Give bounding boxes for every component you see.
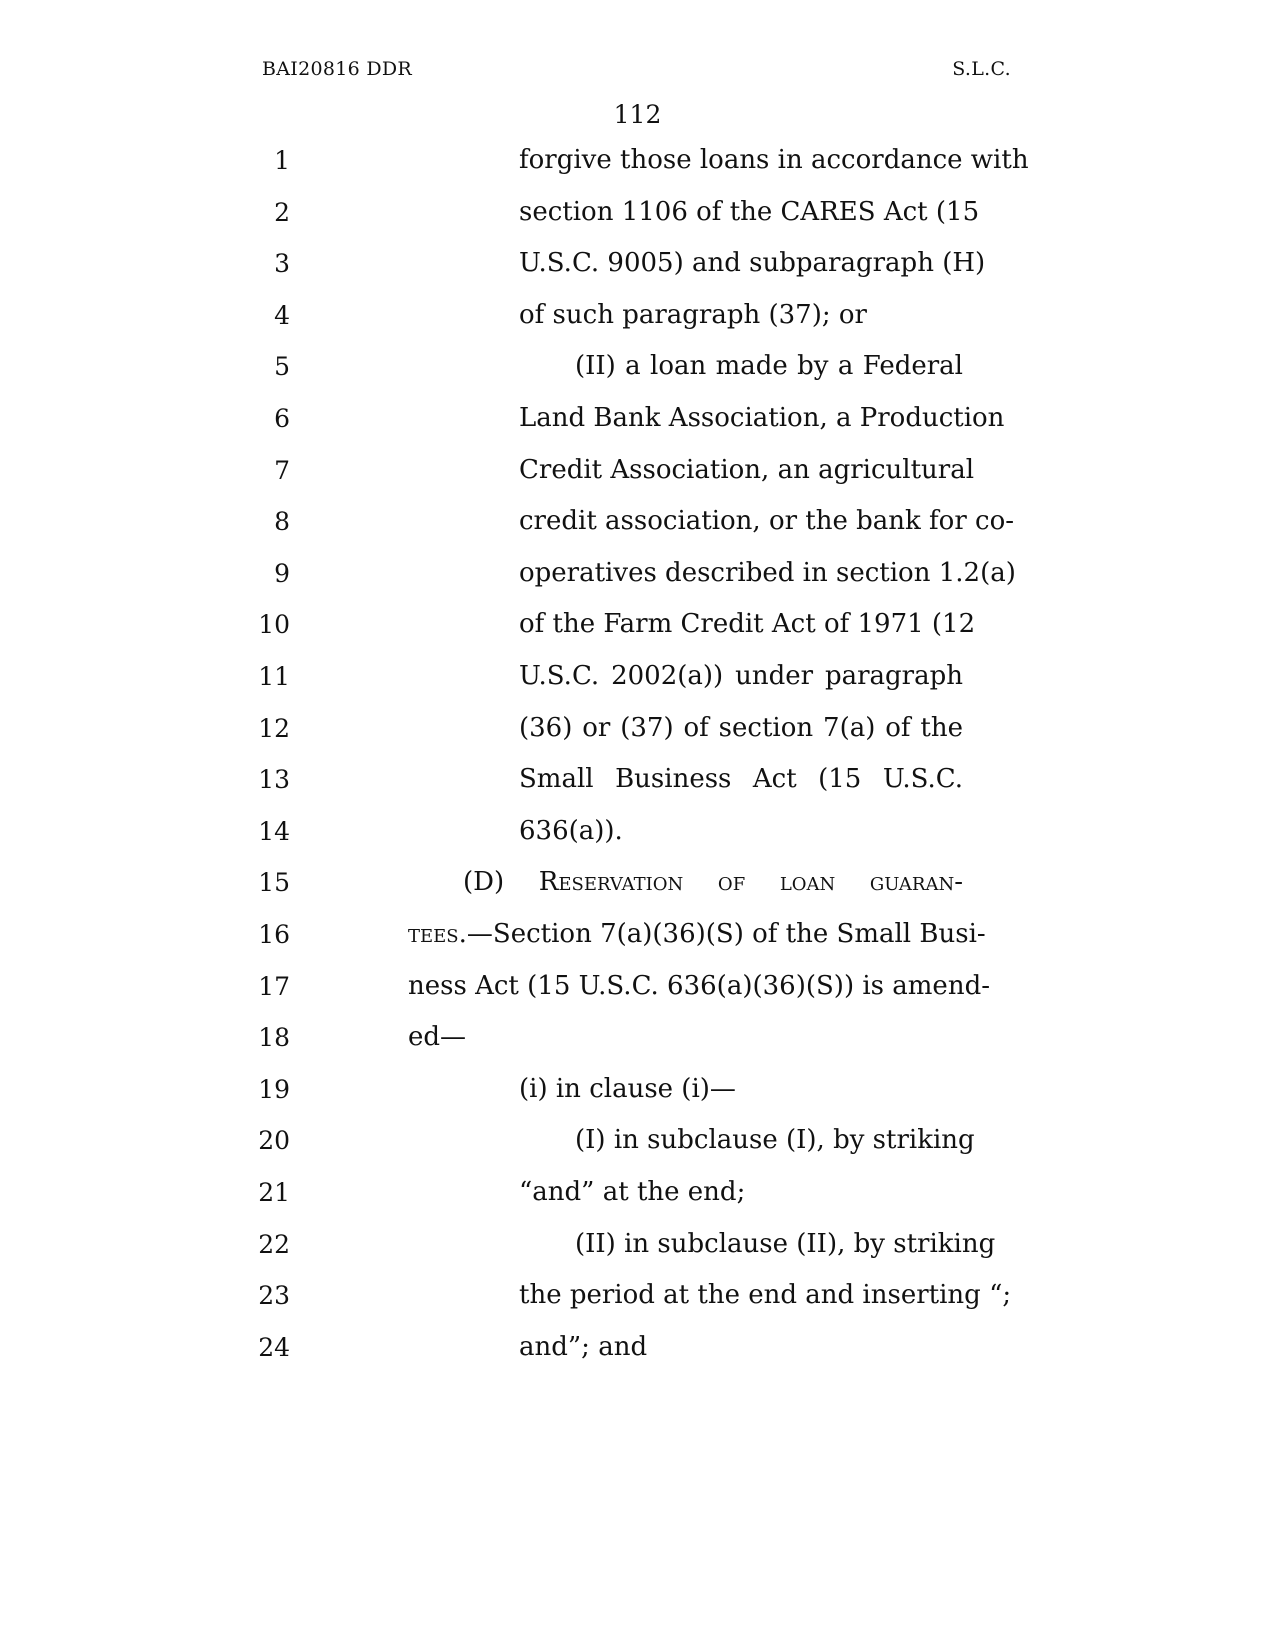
line-number: 3: [274, 249, 290, 279]
section-heading: Reservation of loan guaran-: [538, 867, 963, 898]
line-number: 11: [258, 662, 290, 691]
text-line: [519, 300, 963, 330]
line-content: the period at the end and inserting “;: [519, 1280, 1012, 1311]
line-number: 2: [274, 197, 290, 227]
line-content: —Section 7(a)(36)(S) of the Small Busi-: [466, 919, 986, 949]
text-line: [575, 1125, 975, 1156]
line-number: 6: [274, 404, 290, 433]
line-number: 7: [274, 455, 290, 485]
line-content: of the Farm Credit Act of 1971 (12: [519, 609, 976, 640]
office-code: S.L.C.: [952, 58, 1011, 80]
text-line: [408, 919, 986, 949]
line-content: U.S.C. 9005) and subparagraph (H): [519, 248, 986, 279]
text-line: [519, 196, 980, 227]
document-id: BAI20816 DDR: [262, 58, 413, 80]
text-line: [519, 1074, 963, 1104]
text-line: [575, 351, 963, 381]
line-content: forgive those loans in accordance with: [519, 145, 1029, 175]
text-line: [519, 248, 986, 279]
line-content: and”; and: [519, 1331, 648, 1362]
line-number: 20: [258, 1126, 290, 1156]
text-line: [408, 970, 990, 1001]
text-line: [519, 1280, 1012, 1311]
line-number: 21: [258, 1178, 290, 1207]
section-heading: tees.: [408, 919, 467, 949]
line-number: 8: [274, 507, 290, 537]
line-content: (i) in clause (i)—: [519, 1073, 736, 1104]
line-number: 1: [274, 146, 290, 175]
text-line: [519, 454, 975, 485]
text-line: [519, 506, 1015, 537]
line-content: (I) in subclause (I), by striking: [575, 1125, 975, 1156]
subparagraph-designator: (D): [463, 867, 539, 898]
line-number: 9: [274, 558, 290, 588]
line-content: (II) a loan made by a Federal: [575, 351, 963, 382]
line-number: 14: [258, 816, 290, 846]
line-number: 12: [258, 713, 290, 743]
line-number: 13: [258, 765, 290, 795]
line-number: 4: [274, 300, 290, 330]
line-content: ness Act (15 U.S.C. 636(a)(36)(S)) is amend-: [408, 970, 990, 1001]
text-line: [519, 1332, 963, 1362]
text-line: [463, 867, 963, 897]
line-number: 5: [274, 352, 290, 382]
line-number: 16: [258, 920, 290, 949]
line-content: operatives described in section 1.2(a): [519, 557, 1016, 588]
text-line: [408, 1022, 963, 1052]
text-line: [519, 609, 976, 640]
line-number: 22: [258, 1229, 290, 1259]
line-content: ed—: [408, 1022, 467, 1053]
line-content: 636(a)).: [519, 815, 623, 846]
text-line: [519, 764, 963, 794]
line-content: section 1106 of the CARES Act (15: [519, 196, 980, 227]
line-content: (II) in subclause (II), by striking: [575, 1228, 996, 1259]
line-number: 19: [258, 1074, 290, 1104]
line-number: 17: [258, 971, 290, 1001]
text-line: [519, 403, 1005, 433]
line-content: Land Bank Association, a Production: [519, 403, 1005, 433]
line-content: U.S.C. 2002(a)) under paragraph: [519, 661, 963, 691]
text-line: [519, 713, 963, 743]
text-line: [519, 1177, 963, 1207]
text-line: [519, 557, 1016, 588]
text-line: [575, 1228, 996, 1259]
text-line: [519, 661, 963, 691]
line-content: Credit Association, an agricultural: [519, 454, 975, 485]
line-content: (36) or (37) of section 7(a) of the: [519, 712, 963, 743]
line-number: 10: [258, 610, 290, 640]
line-number: 18: [258, 1023, 290, 1053]
line-content: of such paragraph (37); or: [519, 299, 867, 330]
line-content: credit association, or the bank for co-: [519, 506, 1015, 537]
line-content: Small Business Act (15 U.S.C.: [519, 764, 963, 795]
line-number: 15: [258, 868, 290, 898]
line-number: 23: [258, 1281, 290, 1311]
text-line: [519, 145, 1029, 175]
line-content: “and” at the end;: [519, 1177, 746, 1207]
text-line: [519, 816, 963, 846]
line-number: 24: [258, 1332, 290, 1362]
page-number: 112: [613, 100, 662, 129]
